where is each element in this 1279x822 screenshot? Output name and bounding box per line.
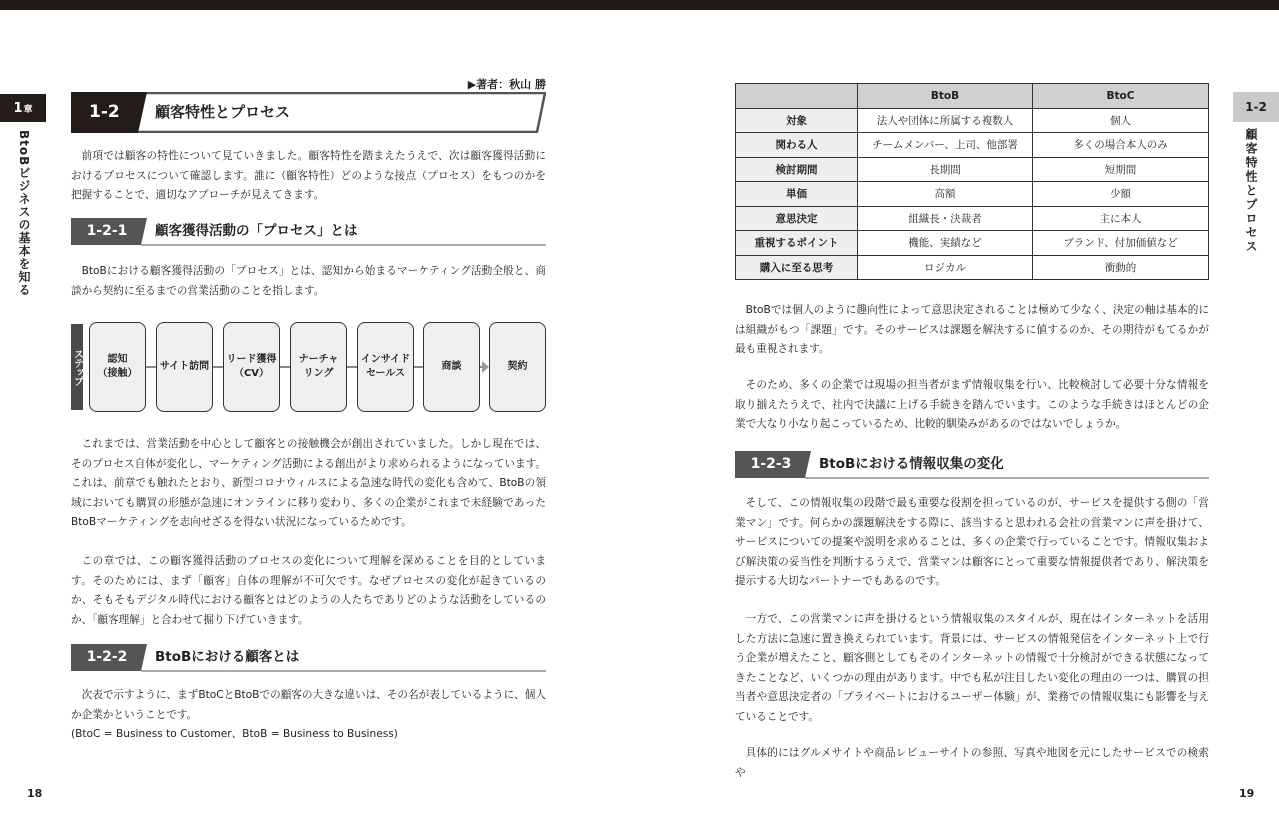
flow-step: インサイド セールス xyxy=(357,322,414,412)
flow-connector xyxy=(213,366,223,368)
flow-connector xyxy=(146,366,156,368)
arrow-right-icon xyxy=(482,361,489,373)
comparison-table xyxy=(735,83,1209,280)
flow-step: ナーチャ リング xyxy=(290,322,347,412)
flow-connector xyxy=(347,366,357,368)
table-row-head: 購入に至る思考 xyxy=(736,255,858,280)
flow-step: 認知 （接触） xyxy=(89,322,146,412)
section2-note: (BtoC = Business to Customer、BtoB = Business to Business) xyxy=(71,728,398,740)
main-heading xyxy=(71,92,546,133)
main-heading-number: 1-2 xyxy=(89,102,120,122)
main-heading-title: 顧客特性とプロセス xyxy=(155,103,291,121)
table-row xyxy=(736,255,1209,280)
flow-connector xyxy=(280,366,290,368)
table-cell: 個人 xyxy=(1033,108,1209,133)
table-cell: 高額 xyxy=(858,182,1033,207)
table-cell: ロジカル xyxy=(858,255,1033,280)
section-number: 1-2-3 xyxy=(750,456,792,472)
right-paragraph-4: 具体的にはグルメサイトや商品レビューサイトの参照、写真や地図を元にしたサービスでの検索や xyxy=(735,747,1209,779)
paragraph-3: この章では、この顧客獲得活動のプロセスの変化について理解を深めることを目的としています。そのためには、まず「顧客」自体の理解が不可欠です。なぜプロセスの変化が起きているのか、そもそもデジタル時代における顧客とはどのようの人たちでありどのような活動をしているのか、「顧客理解」と合わせて掘り下げていきます。 xyxy=(71,555,546,626)
section-tab: 1-2 xyxy=(1233,92,1279,122)
table-cell: 主に本人 xyxy=(1033,206,1209,231)
table-header-row xyxy=(736,84,1209,109)
chapter-tab xyxy=(0,94,46,122)
flow-step: リード獲得 （CV） xyxy=(223,322,280,412)
table-cell: 組織長・決裁者 xyxy=(858,206,1033,231)
section-heading-1-2-2 xyxy=(71,644,546,672)
chapter-suffix: 章 xyxy=(23,104,33,115)
section2-paragraph: 次表で示すように、まずBtoCとBtoBでの顧客の大きな違いは、その名が表しているように、個人か企業かということです。 xyxy=(71,689,546,721)
section-number: 1-2-2 xyxy=(86,649,128,665)
right-paragraph-3: 一方で、この営業マンに声を掛けるという情報収集のスタイルが、現在はインターネットを活用した方法に急速に置き換えられています。背景には、サービスの情報発信をインターネット上で行う企業が増えたこと、顧客側としてもそのインターネットの情報で十分検討ができる状態になってきたことなど、いくつかの理由があります。中でも私が注目したい変化の理由の一つは、購買の担当者や意思決定者の「プライベートにおけるユーザー体験」が、業務での情報収集にも影響を与えていることです。 xyxy=(735,613,1209,723)
table-cell: 多くの場合本人のみ xyxy=(1033,133,1209,158)
table-row-head: 単価 xyxy=(736,182,858,207)
flow-step: サイト訪問 xyxy=(156,322,213,412)
table-cell: 少額 xyxy=(1033,182,1209,207)
section-heading-1-2-1 xyxy=(71,218,546,246)
chapter-number: 1 xyxy=(13,100,23,116)
page-number-right: 19 xyxy=(1239,787,1255,800)
table-cell: 長期間 xyxy=(858,157,1033,182)
table-header: BtoC xyxy=(1033,84,1209,109)
table-cell: 衝動的 xyxy=(1033,255,1209,280)
table-header: BtoB xyxy=(858,84,1033,109)
table-cell: 短期間 xyxy=(1033,157,1209,182)
table-row xyxy=(736,108,1209,133)
right-paragraph-1: BtoBでは個人のように趣向性によって意思決定されることは極めて少なく、決定の軸は基本的には組織がもつ「課題」です。そのサービスは課題を解決するに値するのか、その期待がもてるかが最も重視されます。 xyxy=(735,304,1209,355)
table-cell: ブランド、付加価値など xyxy=(1033,231,1209,256)
table-row xyxy=(736,206,1209,231)
author-credit: ▶著者：秋山 勝 xyxy=(467,78,546,91)
table-row-head: 対象 xyxy=(736,108,858,133)
section-tab-title: 顧客特性とプロセス xyxy=(1244,128,1258,254)
flow-step: 契約 xyxy=(489,322,546,412)
right-paragraph-2: そのため、多くの企業では現場の担当者がまず情報収集を行い、比較検討して必要十分な情報を取り揃えたうえで、社内で決議に上げる手続きを踏んでいます。このような手続きはほとんどの企業で大なり小なり起こっているため、比較的馴染みがあるのではないでしょうか。 xyxy=(735,379,1209,430)
flow-step-label: ステップ xyxy=(71,324,83,410)
table-row xyxy=(736,182,1209,207)
section-title: 顧客獲得活動の「プロセス」とは xyxy=(155,223,358,239)
table-row-head: 重視するポイント xyxy=(736,231,858,256)
section3-paragraph: そして、この情報収集の段階で最も重要な役割を担っているのが、サービスを提供する側の「営業マン」です。何らかの課題解決をする際に、該当すると思われる会社の営業マンに声を掛けて、サービスについての提案や説明を求めることは、多くの企業で行っていることです。情報収集および解決策の妥当性を判断するうえで、営業マンは顧客にとって重要な情報提供者であり、解決策を提示する大切なパートナーでもあるのです。 xyxy=(735,497,1209,587)
table-row xyxy=(736,157,1209,182)
section1-paragraph: BtoBにおける顧客獲得活動の「プロセス」とは、認知から始まるマーケティング活動全般と、商談から契約に至るまでの営業活動のことを指します。 xyxy=(71,265,546,297)
table-cell: 法人や団体に所属する複数人 xyxy=(858,108,1033,133)
table-cell: チームメンバー、上司、他部署 xyxy=(858,133,1033,158)
table-row xyxy=(736,133,1209,158)
table-row-head: 意思決定 xyxy=(736,206,858,231)
table-row xyxy=(736,231,1209,256)
table-cell: 機能、実績など xyxy=(858,231,1033,256)
table-row-head: 関わる人 xyxy=(736,133,858,158)
paragraph-2: これまでは、営業活動を中心として顧客との接触機会が創出されていました。しかし現在では、そのプロセス自体が変化し、マーケティング活動による創出がより求められるようになっています。これは、前章でも触れたとおり、新型コロナウィルスによる急速な時代の変化も含めて、BtoBの領域においても購買の形態が急速にオンラインに移り変わり、多くの企業がこれまで未経験であったBtoBマーケティングを志向せざるを得ない状況になっているためです。 xyxy=(71,438,546,528)
process-flow-diagram xyxy=(71,322,546,412)
chapter-title: BtoBビジネスの基本を知る xyxy=(17,130,31,297)
intro-paragraph: 前項では顧客の特性について見ていきました。顧客特性を踏まえたうえで、次は顧客獲得活動におけるプロセスについて確認します。誰に（顧客特性）どのような接点（プロセス）をもつのかを把握することで、適切なアプローチが見えてきます。 xyxy=(71,150,546,201)
section-title: BtoBにおける顧客とは xyxy=(155,649,300,665)
table-row-head: 検討期間 xyxy=(736,157,858,182)
section-title: BtoBにおける情報収集の変化 xyxy=(819,456,1004,472)
table-header xyxy=(736,84,858,109)
section-number: 1-2-1 xyxy=(86,223,128,239)
page-number-left: 18 xyxy=(27,787,43,800)
section-heading-1-2-3 xyxy=(735,451,1209,479)
top-bar xyxy=(0,0,1279,10)
flow-step: 商談 xyxy=(423,322,480,412)
